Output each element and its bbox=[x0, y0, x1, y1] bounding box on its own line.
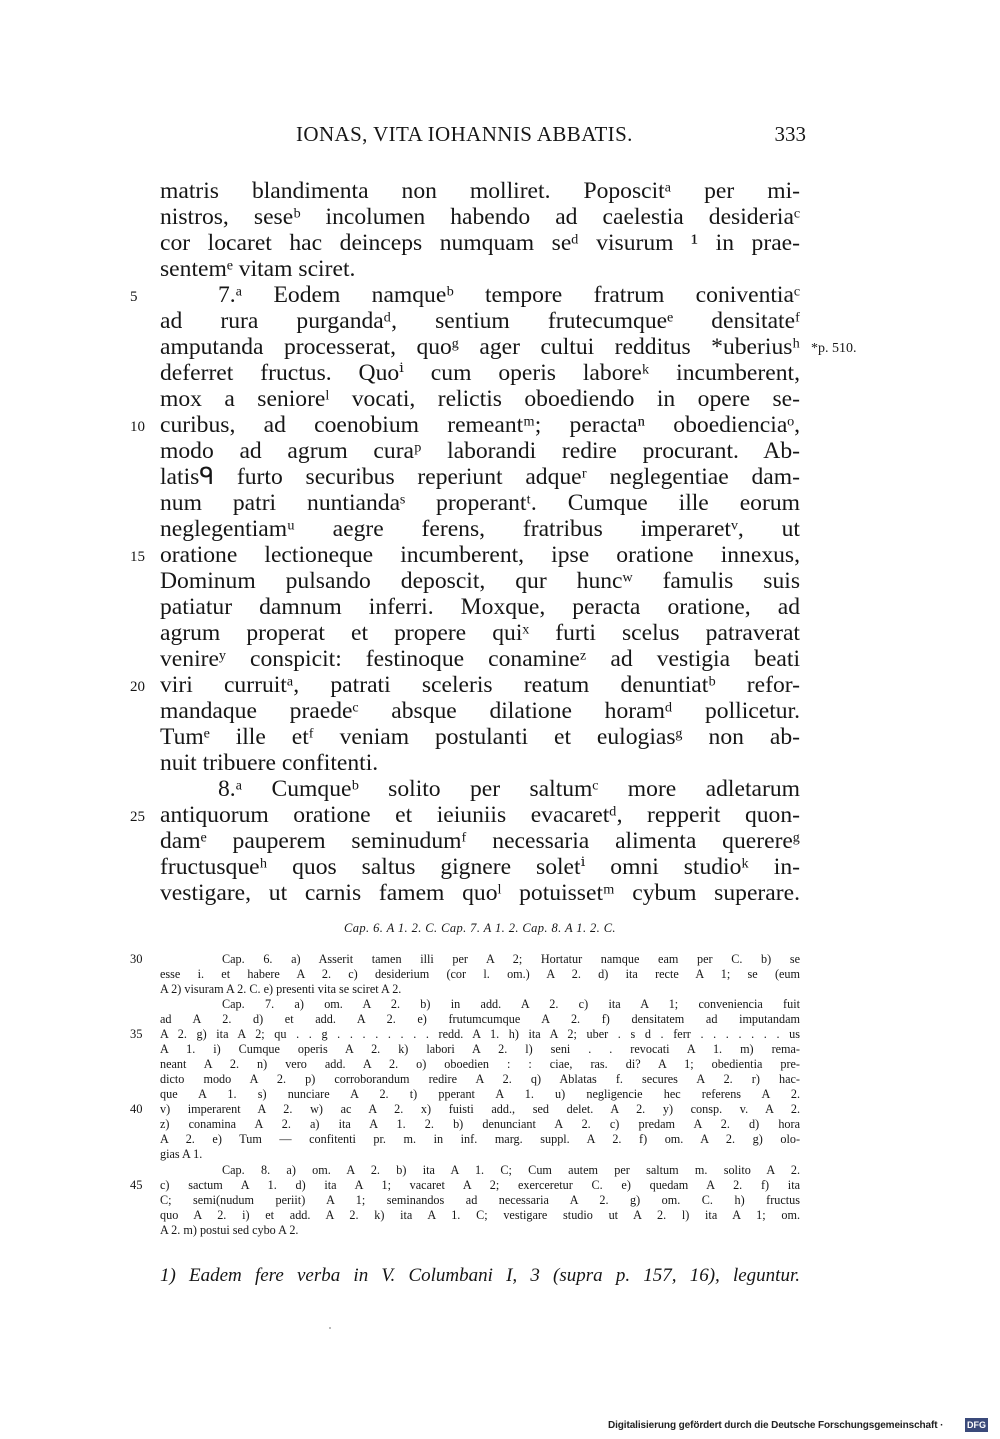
text-line: Tumᵉ ille etᶠ veniam postulanti et eulogiasᵍ non ab- bbox=[160, 724, 800, 750]
text-line: fructusqueʰ quos saltus gignere soletⁱ omni studioᵏ in- bbox=[160, 854, 800, 880]
text-line: 8.ᵃ Cumqueᵇ solito per saltumᶜ more adletarum bbox=[218, 776, 800, 802]
apparatus-line: dicto modo A 2. p) corroborandum redire A 2. q) Ablatas f. secures A 2. r) hac- bbox=[160, 1072, 800, 1086]
apparatus-line: Cap. 6. a) Asserit tamen illi per A 2; Hortatur namque eam per C. b) se bbox=[222, 952, 800, 966]
apparatus-line-number: 30 bbox=[130, 952, 143, 966]
margin-page-reference: *p. 510. bbox=[811, 341, 857, 356]
text-line: damᵉ pauperem seminudumᶠ necessaria alimenta querereᵍ bbox=[160, 828, 800, 854]
apparatus-line: gias A 1. bbox=[160, 1147, 203, 1161]
text-line: cor locaret hac deinceps numquam seᵈ visurum ¹ in prae- bbox=[160, 230, 800, 256]
apparatus-line-number: 35 bbox=[130, 1027, 143, 1041]
chapter-sources-line: Cap. 6. A 1. 2. C. Cap. 7. A 1. 2. Cap. 8. A 1. 2. C. bbox=[344, 921, 616, 935]
text-line: oratione lectioneque incumberent, ipse oratione innexus, bbox=[160, 542, 800, 568]
apparatus-line: A 1. i) Cumque operis A 2. k) labori A 2. l) seni . . revocati A 1. m) rema- bbox=[160, 1042, 800, 1056]
apparatus-line: A 2. e) Tum — confitenti pr. m. in inf. marg. suppl. A 2. f) om. A 2. g) olo- bbox=[160, 1132, 800, 1146]
apparatus-line-number: 40 bbox=[130, 1102, 143, 1116]
text-line: nistros, seseᵇ incolumen habendo ad caelestia desideriaᶜ bbox=[160, 204, 800, 230]
apparatus-line: z) conamina A 2. a) ita A 1. 2. b) denunciant A 2. c) predam A 2. d) hora bbox=[160, 1117, 800, 1131]
apparatus-line: v) imperarent A 2. w) ac A 2. x) fuisti add., sed delet. A 2. y) consp. v. A 2. bbox=[160, 1102, 800, 1116]
apparatus-line: quo A 2. i) et add. A 2. k) ita A 1. C; vestigare studio ut A 2. l) ita A 1; om. bbox=[160, 1208, 800, 1222]
text-line: num patri nuntiandaˢ properantᵗ. Cumque ille eorum bbox=[160, 490, 800, 516]
scan-speck bbox=[329, 1327, 331, 1329]
page-number: 333 bbox=[774, 122, 806, 146]
apparatus-line: A 2) visuram A 2. C. e) presenti vita se sciret A 2. bbox=[160, 982, 402, 996]
running-header bbox=[296, 122, 806, 152]
line-number: 5 bbox=[130, 289, 138, 305]
text-line: modo ad agrum curaᵖ laborandi redire procurant. Ab- bbox=[160, 438, 800, 464]
apparatus-line: ad A 2. d) et add. A 2. e) frutumcumque A 2. f) densitatem ad imputandam bbox=[160, 1012, 800, 1026]
text-line: sentemᵉ vitam sciret. bbox=[160, 256, 356, 282]
text-line: matris blandimenta non molliret. Poposcitᵃ per mi- bbox=[160, 178, 800, 204]
apparatus-line: A 2. m) postui sed cybo A 2. bbox=[160, 1223, 299, 1237]
text-line: neglegentiamᵘ aegre ferens, fratribus imperaretᵛ, ut bbox=[160, 516, 800, 542]
dfg-logo: DFG bbox=[967, 1420, 986, 1430]
text-line: amputanda processerat, quoᵍ ager cultui redditus *uberiusʰ bbox=[160, 334, 800, 360]
line-number: 25 bbox=[130, 809, 145, 825]
apparatus-line: neant A 2. n) vero add. A 2. o) oboedien : : ciae, ras. di? A 1; obedientia pre- bbox=[160, 1057, 800, 1071]
apparatus-line-number: 45 bbox=[130, 1178, 143, 1192]
text-line: 7.ᵃ Eodem namqueᵇ tempore fratrum coniventiaᶜ bbox=[218, 282, 800, 308]
apparatus-line: A 2. g) ita A 2; qu . . g . . . . . . . . redd. A 1. h) ita A 2; uber . s d . ferr . . . . . . . us bbox=[160, 1027, 800, 1041]
text-line: mox a senioreˡ vocati, relictis oboediendo in opere se- bbox=[160, 386, 800, 412]
text-line: patiatur damnum inferri. Moxque, peracta oratione, ad bbox=[160, 594, 800, 620]
line-number: 20 bbox=[130, 679, 145, 695]
apparatus-line: Cap. 8. a) om. A 2. b) ita A 1. C; Cum autem per saltum m. solito A 2. bbox=[222, 1163, 800, 1177]
footnote: 1) Eadem fere verba in V. Columbani I, 3 (supra p. 157, 16), leguntur. bbox=[160, 1265, 800, 1286]
text-line: nuit tribuere confitenti. bbox=[160, 750, 379, 776]
text-line: Dominum pulsando deposcit, qur huncʷ famulis suis bbox=[160, 568, 800, 594]
line-number: 15 bbox=[130, 549, 145, 565]
text-line: curibus, ad coenobium remeantᵐ; peractaⁿ oboedienciaᵒ, bbox=[160, 412, 800, 438]
text-line: venireʸ conspicit: festinoque conamineᶻ ad vestigia beati bbox=[160, 646, 800, 672]
apparatus-line: Cap. 7. a) om. A 2. b) in add. A 2. c) ita A 1; conveniencia fuit bbox=[222, 997, 800, 1011]
text-line: agrum properat et propere quiˣ furti scelus patraverat bbox=[160, 620, 800, 646]
text-line: latisᑫ furto securibus reperiunt adqueʳ neglegentiae dam- bbox=[160, 464, 800, 490]
line-number: 10 bbox=[130, 419, 145, 435]
digitization-credit: Digitalisierung gefördert durch die Deutsche Forschungsgemeinschaft · bbox=[608, 1420, 944, 1431]
text-line: deferret fructus. Quoⁱ cum operis laboreᵏ incumberent, bbox=[160, 360, 800, 386]
text-line: vestigare, ut carnis famem quoˡ potuissetᵐ cybum superare. bbox=[160, 880, 800, 906]
text-line: mandaque praedeᶜ absque dilatione horamᵈ pollicetur. bbox=[160, 698, 800, 724]
apparatus-line: que A 1. s) nunciare A 2. t) pperant A 1. u) negligencie hec referens A 2. bbox=[160, 1087, 800, 1101]
text-line: viri curruitᵃ, patrati sceleris reatum denuntiatᵇ refor- bbox=[160, 672, 800, 698]
apparatus-line: c) sactum A 1. d) ita A 1; vacaret A 2; exerceretur C. e) quedam A 2. f) ita bbox=[160, 1178, 800, 1192]
apparatus-line: C; semi(nudum periit) A 1; seminandos ad necessaria A 2. g) om. C. h) fructus bbox=[160, 1193, 800, 1207]
text-line: ad rura purgandaᵈ, sentium frutecumqueᵉ densitateᶠ bbox=[160, 308, 800, 334]
apparatus-line: esse i. et habere A 2. c) desiderium (cor l. om.) A 2. d) ita recte A 1; se (eum bbox=[160, 967, 800, 981]
running-title: IONAS, VITA IOHANNIS ABBATIS. bbox=[296, 122, 633, 146]
text-line: antiquorum oratione et ieiuniis evacaretᵈ, repperit quon- bbox=[160, 802, 800, 828]
